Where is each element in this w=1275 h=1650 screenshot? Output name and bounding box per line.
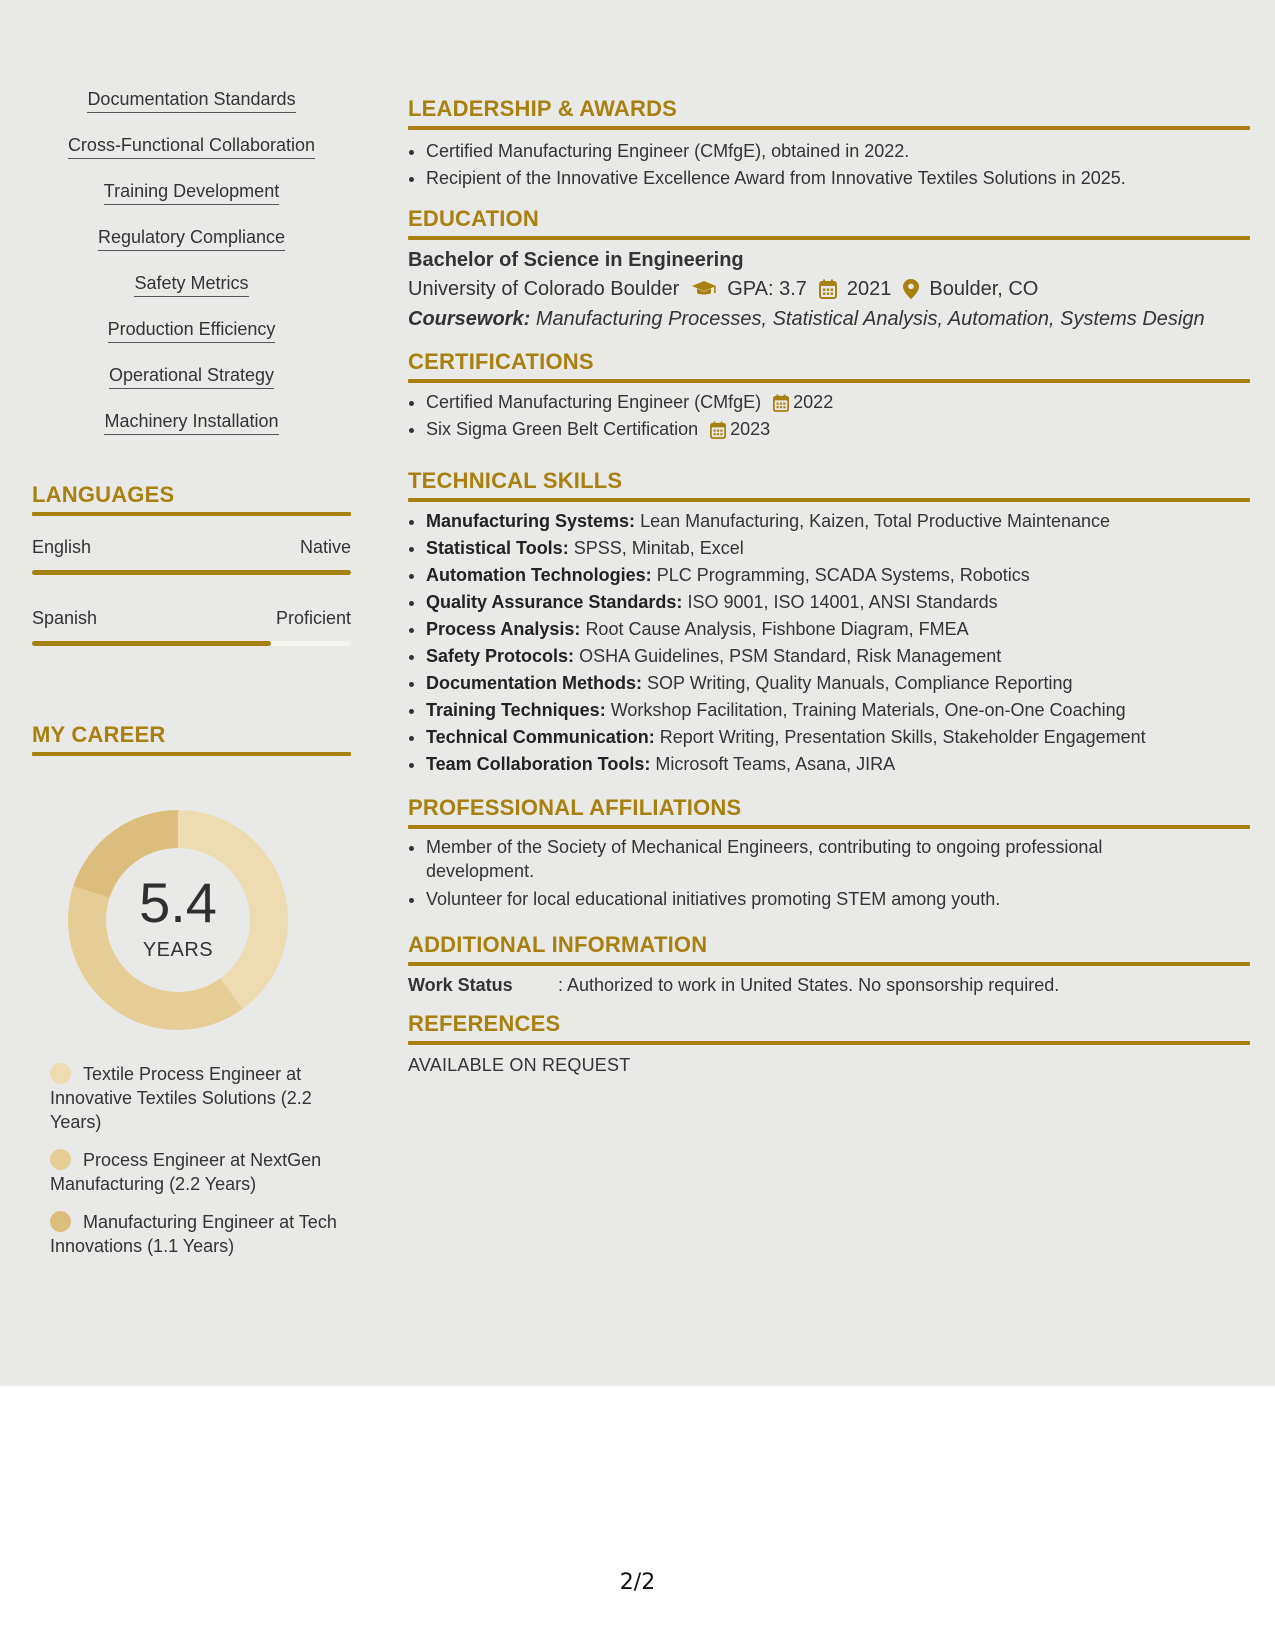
education-section <box>408 206 1250 334</box>
certification-name: • Certified Manufacturing Engineer (CMfgE) <box>426 392 762 412</box>
section-divider <box>408 236 1250 240</box>
legend-label: Textile Process Engineer at Innovative Textiles Solutions (2.2 Years) <box>50 1064 312 1132</box>
education-details <box>408 274 1250 304</box>
skill-label: Manufacturing Systems: <box>426 511 636 531</box>
work-status-label: Work Status <box>408 975 513 995</box>
skill-item: Cross-Functional Collaboration <box>68 133 315 159</box>
list-item: • Volunteer for local educational initiatives promoting STEM among youth. <box>426 886 1166 913</box>
list-item <box>426 508 1250 535</box>
skill-label: Statistical Tools: <box>426 538 569 558</box>
list-item: • Certified Manufacturing Engineer (CMfgE), obtained in 2022. <box>426 138 1250 165</box>
skill-item: Production Efficiency <box>108 317 276 343</box>
gpa: GPA: 3.7 <box>727 278 807 300</box>
languages-section <box>32 482 351 646</box>
skill-item: Safety Metrics <box>134 271 248 297</box>
language-name: English <box>32 537 92 557</box>
certification-year: 2023 <box>730 419 771 439</box>
certification-year: 2022 <box>793 392 834 412</box>
legend-label: Process Engineer at NextGen Manufacturing (2.2 Years) <box>50 1150 322 1194</box>
certification-name: • Six Sigma Green Belt Certification <box>426 419 699 439</box>
language-name: Spanish <box>32 608 98 628</box>
list-item: • Member of the Society of Mechanical Engineers, contributing to ongoing professional development. <box>426 835 1166 883</box>
career-section <box>32 722 351 1256</box>
section-divider <box>32 512 351 516</box>
skill-item: Documentation Standards <box>87 87 295 113</box>
career-legend <box>50 1062 340 1272</box>
references-text: AVAILABLE ON REQUEST <box>408 1055 631 1075</box>
skill-item: Training Development <box>104 179 279 205</box>
section-divider <box>32 752 351 756</box>
coursework <box>408 304 1250 334</box>
section-divider <box>408 379 1250 383</box>
section-divider <box>408 962 1250 966</box>
skill-label: Safety Protocols: <box>426 646 575 666</box>
language-proficiency-fill <box>32 570 351 575</box>
list-item <box>426 416 1250 443</box>
leadership-section <box>408 96 1250 192</box>
skill-value: SOP Writing, Quality Manuals, Compliance Reporting <box>647 673 1073 693</box>
list-item <box>426 589 1250 616</box>
skill-value: Report Writing, Presentation Skills, Stakeholder Engagement <box>659 727 1146 747</box>
certifications-section <box>408 349 1250 443</box>
section-divider <box>408 498 1250 502</box>
skill-label: Training Techniques: <box>426 700 606 720</box>
school-location: Boulder, CO <box>929 278 1039 300</box>
location-pin-icon <box>903 279 919 299</box>
language-level: Native <box>299 537 351 557</box>
skill-label: Process Analysis: <box>426 619 581 639</box>
coursework-label: Coursework: <box>408 308 531 330</box>
skill-value: PLC Programming, SCADA Systems, Robotics <box>656 565 1030 585</box>
legend-dot <box>50 1063 71 1084</box>
skill-value: OSHA Guidelines, PSM Standard, Risk Management <box>579 646 1002 666</box>
work-status-row <box>408 972 1250 998</box>
legend-dot <box>50 1211 71 1232</box>
career-total-years: 5.4 <box>139 870 217 934</box>
additional-info-title: ADDITIONAL INFORMATION <box>408 932 708 957</box>
affiliations-title: PROFESSIONAL AFFILIATIONS <box>408 795 742 820</box>
calendar-icon <box>819 279 837 299</box>
list-item <box>426 724 1250 751</box>
career-donut-chart <box>66 808 290 1032</box>
list-item <box>426 389 1250 416</box>
additional-info-section <box>408 932 1250 998</box>
skill-label: Team Collaboration Tools: <box>426 754 651 774</box>
skill-label: Automation Technologies: <box>426 565 652 585</box>
page-number: 2/2 <box>619 1570 656 1595</box>
skill-item: Machinery Installation <box>104 409 278 435</box>
skills-list <box>32 87 351 455</box>
language-proficiency-bar <box>32 641 351 646</box>
languages-title: LANGUAGES <box>32 482 175 507</box>
skill-label: Technical Communication: <box>426 727 655 747</box>
list-item <box>426 616 1250 643</box>
skill-label: Quality Assurance Standards: <box>426 592 683 612</box>
list-item <box>426 643 1250 670</box>
work-status-value: : Authorized to work in United States. No sponsorship required. <box>558 975 1060 995</box>
references-title: REFERENCES <box>408 1011 561 1036</box>
list-item <box>426 670 1250 697</box>
career-title: MY CAREER <box>32 722 166 747</box>
certifications-title: CERTIFICATIONS <box>408 349 594 374</box>
section-divider <box>408 126 1250 130</box>
language-item <box>32 607 351 646</box>
list-item <box>426 535 1250 562</box>
legend-dot <box>50 1149 71 1170</box>
degree: Bachelor of Science in Engineering <box>408 249 744 271</box>
education-title: EDUCATION <box>408 206 539 231</box>
graduation-year: 2021 <box>846 278 892 300</box>
career-legend-item <box>50 1148 340 1196</box>
list-item <box>426 697 1250 724</box>
language-level: Proficient <box>275 608 351 628</box>
graduation-cap-icon <box>691 280 717 298</box>
legend-label: Manufacturing Engineer at Tech Innovations (1.1 Years) <box>50 1212 337 1256</box>
skill-value: Microsoft Teams, Asana, JIRA <box>655 754 896 774</box>
skill-value: Lean Manufacturing, Kaizen, Total Productive Maintenance <box>640 511 1111 531</box>
technical-skills-title: TECHNICAL SKILLS <box>408 468 623 493</box>
skill-item: Operational Strategy <box>109 363 274 389</box>
coursework-list: Manufacturing Processes, Statistical Analysis, Automation, Systems Design <box>535 308 1205 330</box>
calendar-icon <box>710 421 726 439</box>
language-proficiency-bar <box>32 570 351 575</box>
career-legend-item <box>50 1062 340 1134</box>
section-divider <box>408 1041 1250 1045</box>
list-item <box>426 562 1250 589</box>
skill-value: Workshop Facilitation, Training Materials, One-on-One Coaching <box>610 700 1126 720</box>
technical-skills-section <box>408 468 1250 778</box>
language-item <box>32 536 351 575</box>
skill-value: Root Cause Analysis, Fishbone Diagram, FMEA <box>585 619 969 639</box>
references-section <box>408 1011 1250 1076</box>
list-item <box>426 751 1250 778</box>
career-years-unit: YEARS <box>142 938 214 961</box>
leadership-title: LEADERSHIP & AWARDS <box>408 96 678 121</box>
skill-item: Regulatory Compliance <box>98 225 285 251</box>
career-legend-item <box>50 1210 340 1258</box>
calendar-icon <box>773 394 789 412</box>
skill-label: Documentation Methods: <box>426 673 642 693</box>
skill-value: SPSS, Minitab, Excel <box>573 538 744 558</box>
affiliations-section <box>408 795 1250 913</box>
list-item: • Recipient of the Innovative Excellence Award from Innovative Textiles Solutions in 2025. <box>426 165 1250 192</box>
section-divider <box>408 825 1250 829</box>
school-name: University of Colorado Boulder <box>408 278 680 300</box>
skill-value: ISO 9001, ISO 14001, ANSI Standards <box>687 592 998 612</box>
language-proficiency-fill <box>32 641 271 646</box>
